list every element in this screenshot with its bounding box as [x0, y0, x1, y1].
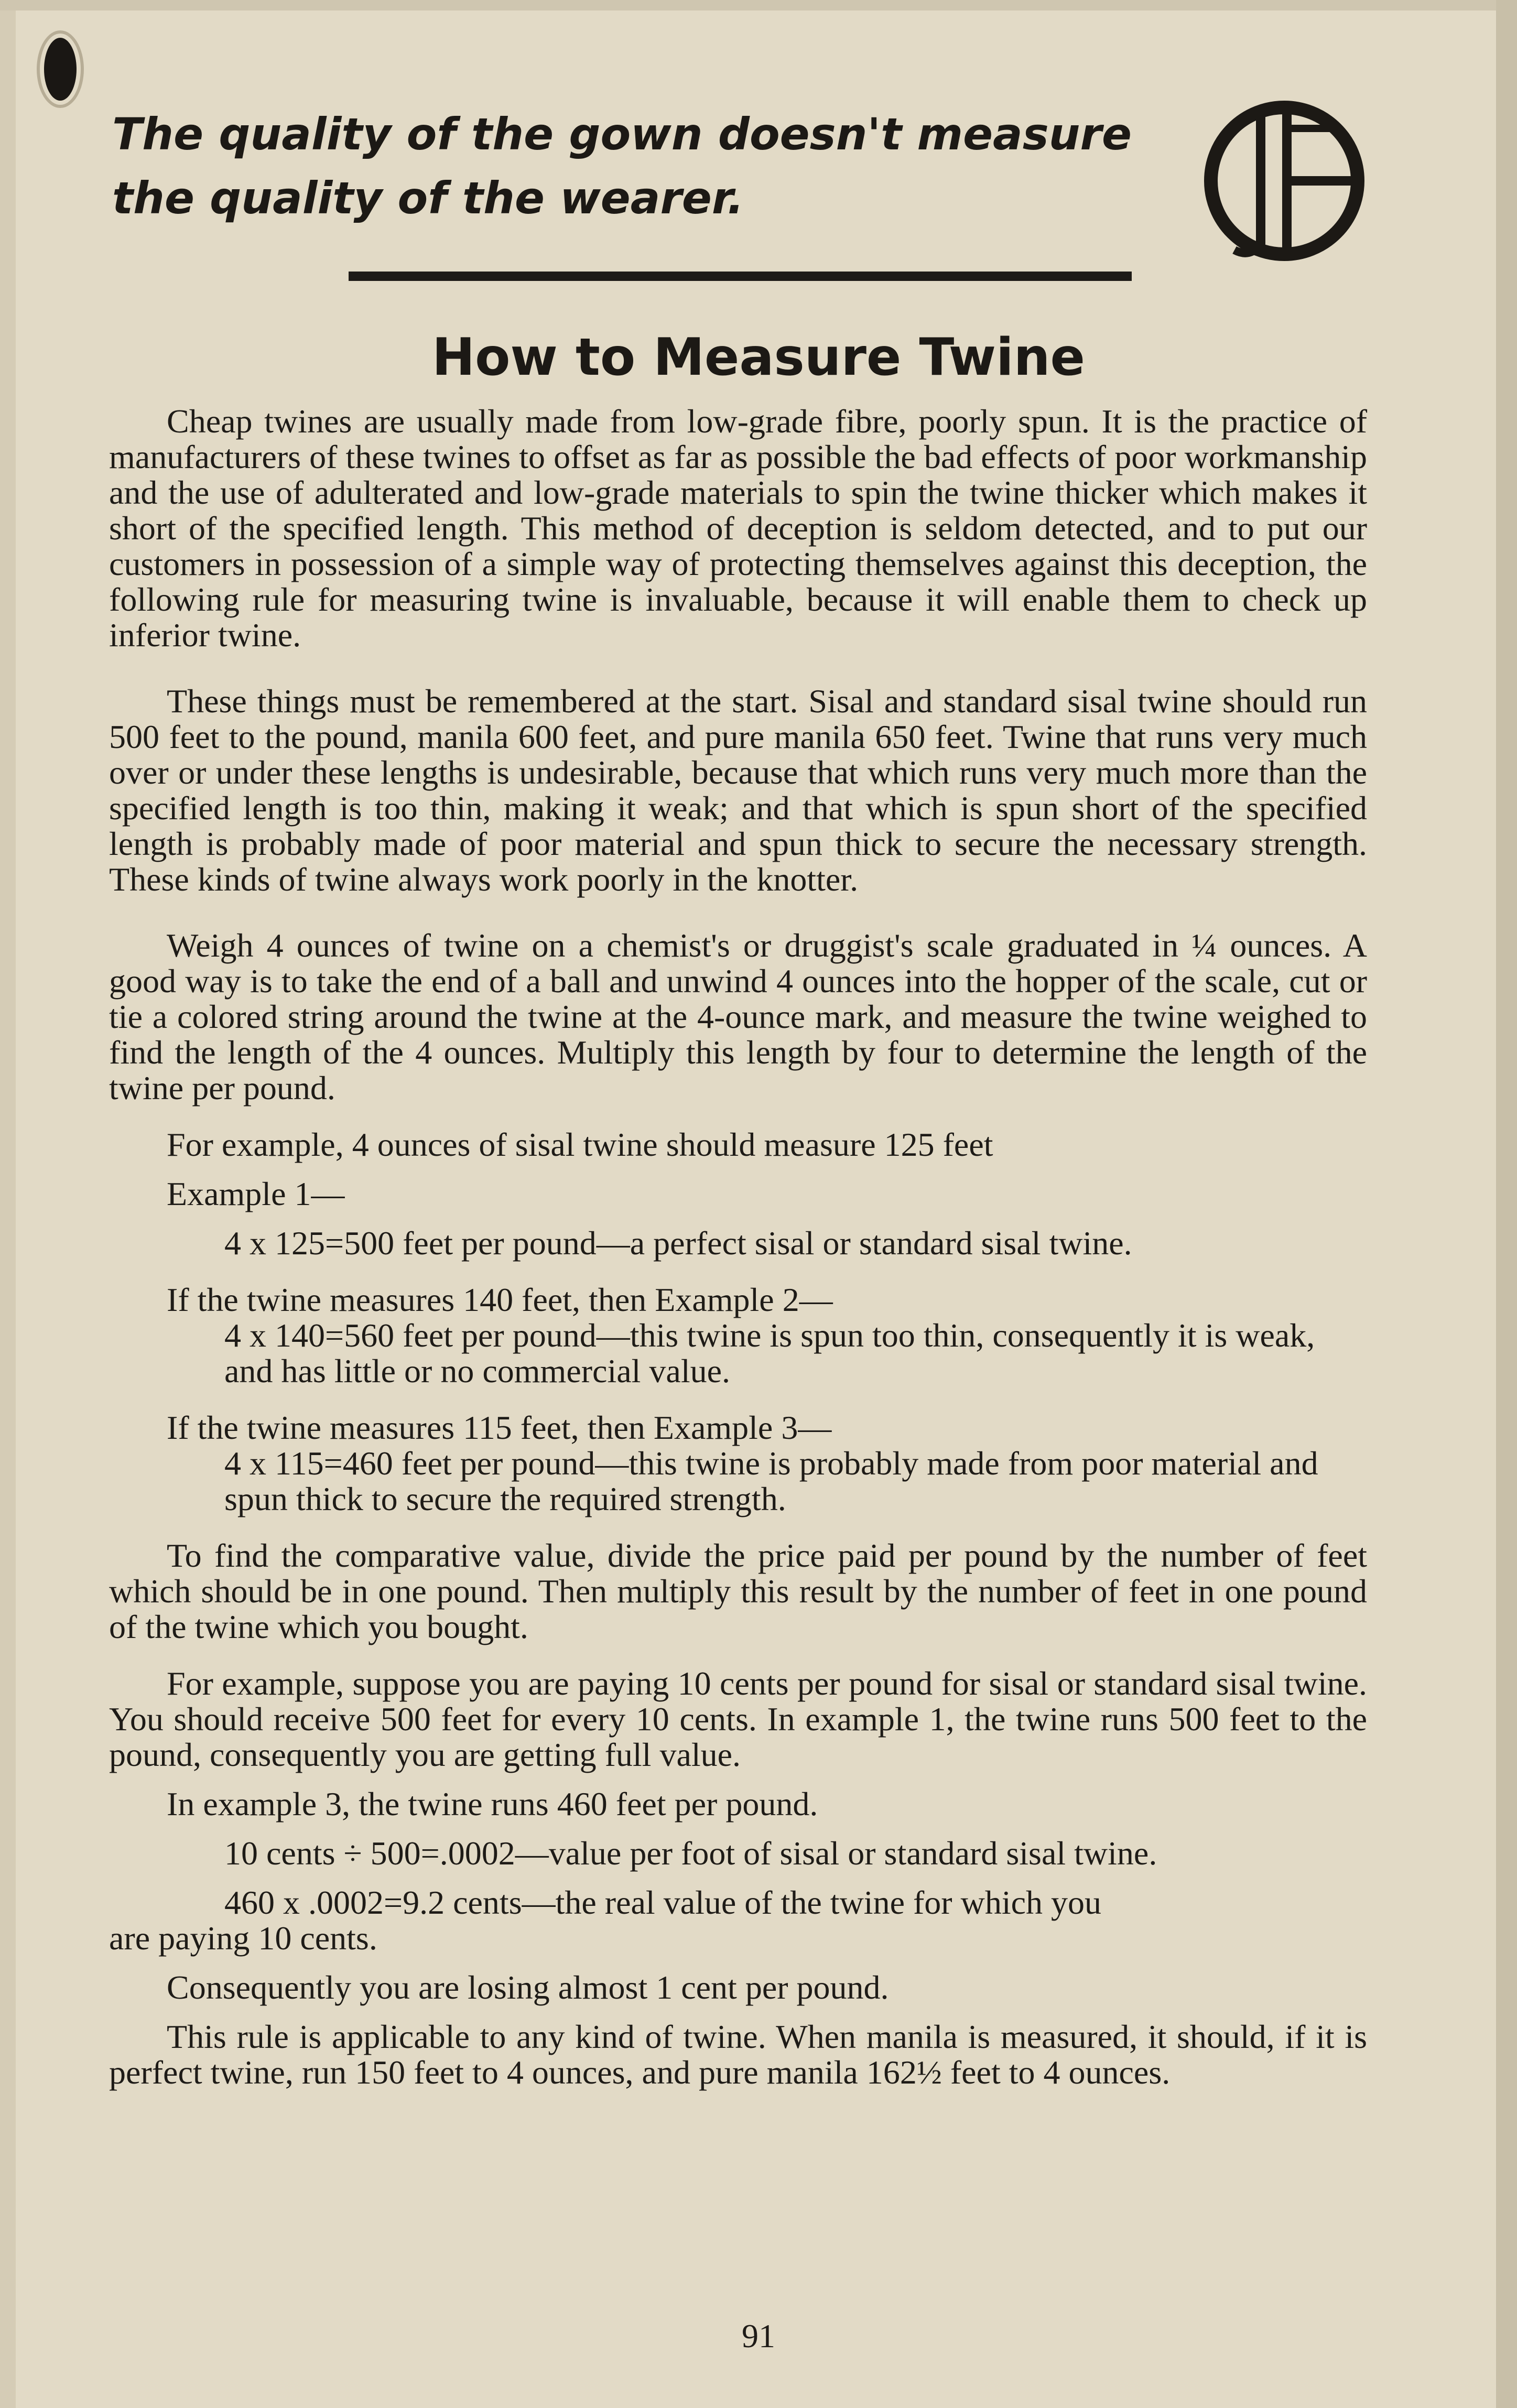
binding-hole	[44, 38, 77, 101]
page-number: 91	[742, 2317, 775, 2355]
page-title: How to Measure Twine	[432, 328, 1085, 387]
paragraph-comparative-value: To find the comparative value, divide the price paid per pound by the number of feet which should be in one pound. Then multiply this result by the number of feet in one pound of the twine which you bought.	[109, 1537, 1367, 1645]
ih-monogram-icon	[1198, 92, 1371, 270]
paragraph-cheap-twines: Cheap twines are usually made from low-grade fibre, poorly spun. It is the practice of manufacturers of these twines to offset as far as possible the bad effects of poor workmanship and the use of adulterated and low-grade materials to spin the twine thicker which makes it short of the specified length. This method of deception is seldom detected, and to put our customers in possession of a simple way of protecting themselves against this deception, the following rule for measuring twine is invaluable, because it will enable them to check up inferior twine.	[109, 403, 1367, 654]
paragraph-rule-applicable: This rule is applicable to any kind of twine. When manila is measured, it should, if it is perfect twine, run 150 feet to 4 ounces, and pure manila 162½ feet to 4 ounces.	[109, 2018, 1367, 2091]
real-value-continuation: are paying 10 cents.	[109, 1919, 377, 1957]
header-motto: The quality of the gown doesn't measure the quality of the wearer.	[112, 109, 1132, 224]
example-1-label: Example 1—	[167, 1175, 345, 1212]
example-3-block	[109, 1410, 1367, 1517]
example-2-intro: If the twine measures 140 feet, then Example 2—	[167, 1281, 833, 1318]
real-value-calculation: 460 x .0002=9.2 cents—the real value of the twine for which you	[224, 1884, 1101, 1921]
real-value-block	[109, 1885, 1367, 1956]
example-2-calculation: 4 x 140=560 feet per pound—this twine is spun too thin, consequently it is weak, and has little or no commercial value.	[224, 1317, 1315, 1390]
example-3-calculation: 4 x 115=460 feet per pound—this twine is probably made from poor material and spun thick to secure the required strength.	[224, 1445, 1318, 1517]
paragraph-for-example: For example, 4 ounces of sisal twine should measure 125 feet	[167, 1126, 993, 1163]
paragraph-weigh-twine: Weigh 4 ounces of twine on a chemist's or druggist's scale graduated in ¼ ounces. A good way is to take the end of a ball and unwind 4 ounces into the hopper of the scale, cut or tie a colored string around the twine at the 4-ounce mark, and measure the twine weighed to find the length of the 4 ounces. Multiply this length by four to determine the length of the twine per pound.	[109, 927, 1367, 1107]
example-2-block	[109, 1282, 1367, 1389]
example-1-calculation: 4 x 125=500 feet per pound—a perfect sisal or standard sisal twine.	[224, 1224, 1132, 1262]
paragraph-losing-cent: Consequently you are losing almost 1 cent per pound.	[167, 1969, 889, 2006]
paragraph-price-example: For example, suppose you are paying 10 cents per pound for sisal or standard sisal twine. You should receive 500 feet for every 10 cents. In example 1, the twine runs 500 feet to the pound, consequently you are getting full value.	[109, 1665, 1367, 1773]
value-per-foot-calculation: 10 cents ÷ 500=.0002—value per foot of sisal or standard sisal twine.	[224, 1835, 1157, 1872]
body-text	[109, 404, 1367, 2090]
header-divider	[349, 272, 1132, 281]
example-3-intro: If the twine measures 115 feet, then Example 3—	[167, 1409, 832, 1446]
paragraph-example-3-runs: In example 3, the twine runs 460 feet per pound.	[167, 1785, 818, 1823]
paragraph-remember-at-start: These things must be remembered at the start. Sisal and standard sisal twine should run 500 feet to the pound, manila 600 feet, and pure manila 650 feet. Twine that runs very much over or under these lengths is undesirable, because that which runs very much more than the specified length is too thin, making it weak; and that which is spun short of the specified length is probably made of poor material and spun thick to secure the necessary strength. These kinds of twine always work poorly in the knotter.	[109, 682, 1367, 898]
page-top-edge	[0, 0, 1517, 10]
